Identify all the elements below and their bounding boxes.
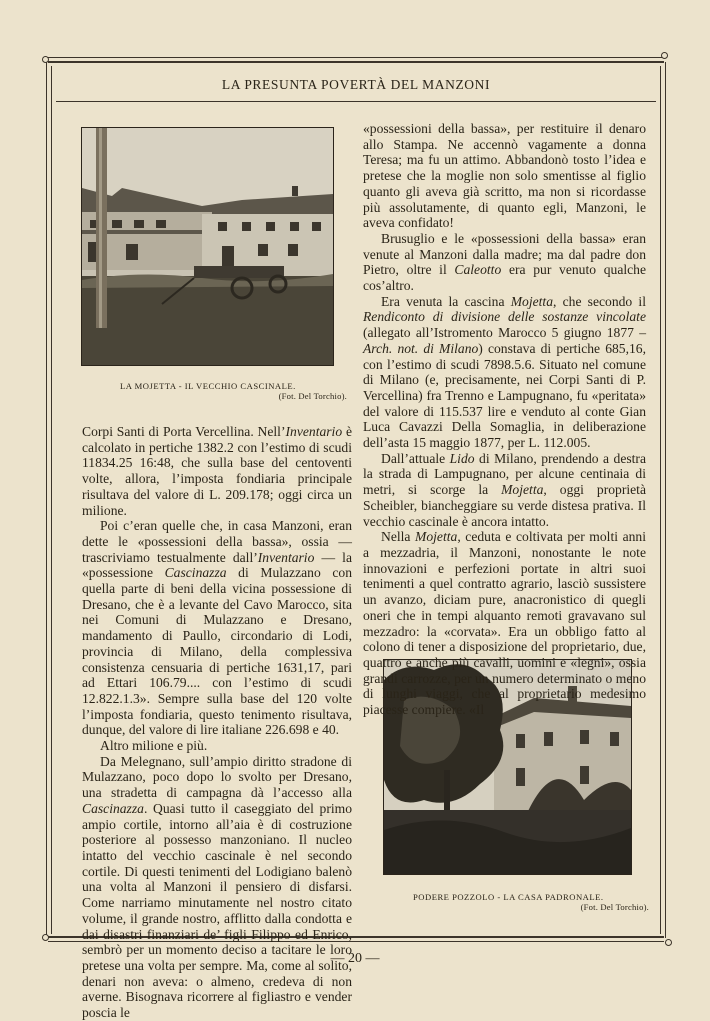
text-run: è calcolato in pertiche 1382.2 con l’estimo di scudi 11834.25 16:48, che sulla base del centoventi volte, allora, l’imposta fondiaria principale risultava del valore di L. 209.178; oggi circa un milione. [82,424,352,518]
paragraph [363,294,646,451]
frame-left-rule [46,62,47,938]
italic-run: Inventario [285,424,343,439]
text-run: , oggi proprietà Scheibler, biancheggiare su verde distesa prativa. Il vecchio cascinale è ancora intatto. [363,482,646,529]
text-run: Era venuta la cascina [381,293,511,309]
text-run: (allegato all’Istromento Marocco 5 giugno 1877 – [363,325,646,341]
figure-caption-mojetta [120,381,347,401]
text-run: Nella [381,529,416,545]
text-run: di Mulazzano con quella parte di beni della vicina possessione di Dresano, che è a levante del Cavo Marocco, sita nei Comuni di Mulazzano e Dresano, mandamento di Paullo, circondario di Lodi, provincia di Milano, della complessiva consistenza censuaria di pertiche 1631,17, pari ad Ettari 106.79.... con l’estimo di scudi 12.822.1.3». Sempre sulla base del 120 volte l’imposta fondiaria, questo tenimento risultava, dunque, del valore di lire italiane 226.698 e 40. [82,565,352,738]
text-run: — la «possessione [82,549,352,581]
paragraph [82,424,352,518]
italic-run: Rendiconto di divisione delle sostanze vincolate [363,309,646,325]
photo-credit: (Fot. Del Torchio). [278,391,347,401]
caption-title: LA MOJETTA - IL VECCHIO CASCINALE. [120,381,296,391]
paragraph [363,231,646,294]
frame-corner-ornament [665,939,672,946]
frame-corner-ornament [42,56,49,63]
text-run: ) constava di pertiche 685,16, con l’estimo di scudi 7898.5.6. Situato nel comune di Milano (e, precisamente, nei Corpi Santi di P. Vercellina) fra Trenno e Lampugnano, fu «peritata» del valore di 115.537 lire e venduto al conte Gian Luca Cavazzi Della Somaglia, in deliberazione dell’asta 15 maggio 1877, per L. 112.005. [363,340,646,451]
italic-run: Inventario [257,549,315,565]
running-head: LA PRESUNTA POVERTÀ DEL MANZONI [221,77,491,92]
text-run: Poi c’eran quelle che, in casa Manzoni, eran dette le «possessioni della bassa», ossia — trascriviamo testualmente dall’ [82,518,352,565]
text-run: Da Melegnano, sull’ampio diritto stradone di Mulazzano, poco dopo lo svolto per Dresano, una stradetta di campagna dà l’accesso alla [82,753,352,801]
italic-run: Cascinazza [164,565,227,581]
paragraph [363,121,646,231]
paragraph [82,738,352,754]
text-run: Dall’attuale [381,450,450,466]
photo-mojetta-cascinale [81,127,334,366]
text-run: di Milano, prendendo a destra la strada di Lampugnano, per alcune centinaia di metri, si scorge la [363,450,646,498]
frame-right-rule-inner [660,66,661,934]
frame-top-rule-inner [48,61,664,63]
figure-caption-pozzolo [413,892,649,912]
italic-run: Mojetta [510,293,554,309]
frame-right-rule [665,62,666,938]
italic-run: Lido [449,450,475,466]
italic-run: Arch. not. di Milano [363,340,479,356]
paragraph [363,529,646,717]
header-rule [56,101,656,102]
italic-run: Cascinazza [82,800,144,816]
caption-title: PODERE POZZOLO - LA CASA PADRONALE. [413,892,604,902]
page-number: — 20 — [330,951,380,966]
paragraph [363,451,646,530]
italic-run: Mojetta [415,529,458,545]
frame-corner-ornament [661,52,668,59]
photo-credit: (Fot. Del Torchio). [580,902,649,912]
text-run: Brusuglio e le «possessioni della bassa» eran venute al Manzoni dalla madre; ma dal padre don Pietro, oltre il [363,230,646,278]
text-run: era pur venuto qualche cos’altro. [363,262,647,294]
text-column-left [82,424,352,1021]
text-column-right [363,121,646,718]
text-run: , che secondo il [553,293,646,309]
text-run: «possessioni della bassa», per restituire il denaro allo Stampa. Ne accennò vagamente a donna Teresa; ma fu un attimo. Abbandonò tosto l’idea e pretese che la moglie non solo smentisse al figlio quanto gli aveva già scritto, ma non si ricordasse più assolutamente, di quanto egli, Manzoni, le aveva confidato! [363,121,646,231]
text-run: , ceduta e coltivata per molti anni a mezzadria, il Manzoni, nonostante le note innovazioni e perfezioni portate in altri suoi tenimenti a quel contratto agrario, lasciò sussistere un avanzo, diciam pure, anacronistico di quegli oneri che in tempi alquanto remoti gravavano sul mezzadro: la «corvata». Era un obbligo fatto al colono di tener a disposizione del proprietario, due, quattro e anche più cavalli, uomini e «legni», ossia grandi carrozze, per un numero determinato o meno di lunghi viaggi, che al proprietario medesimo piacesse compiere. «Il [363,529,646,718]
frame-left-rule-inner [51,66,52,934]
frame-corner-ornament [42,934,49,941]
frame-top-rule [48,57,664,58]
text-run: . Quasi tutto il caseggiato del primo ampio cortile, intorno all’aia è di costruzione posteriore al possesso manzoniano. Il nucleo intatto del vecchio cascinale è nel secondo cortile. Di questi tenimenti del Lodigiano balenò una volta al Manzoni il pensiero di disfarsi. Come narriamo minutamente nel nostro citato volume, il grande nostro, afflitto dalla condotta e dai disastri finanziari de’ figli Filippo ed Enrico, sembrò per un momento deciso a tacitare le loro pretese una volta per sempre. Ma, come al solito, denari non aveva: o almeno, credeva di non averne. Bisognava ricorrere al figliastro e vender poscia le [82,800,352,1021]
paragraph [82,518,352,738]
italic-run: Mojetta [501,482,544,498]
italic-run: Caleotto [454,262,502,278]
paragraph [82,754,352,1021]
text-run: Corpi Santi di Porta Vercellina. Nell’ [82,424,286,439]
text-run: Altro milione e più. [100,738,208,754]
